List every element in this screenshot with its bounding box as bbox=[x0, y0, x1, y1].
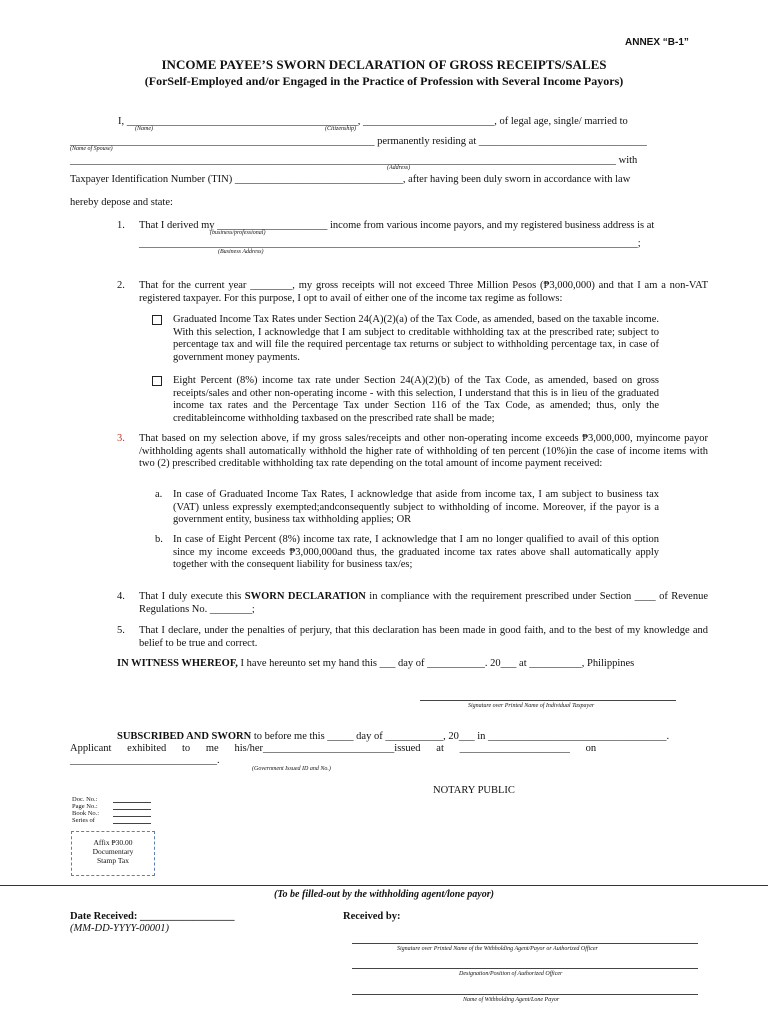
annex-label: ANNEX “B-1” bbox=[625, 37, 689, 48]
option-eight-percent-checkbox[interactable] bbox=[152, 376, 162, 386]
agent-name-line[interactable] bbox=[352, 994, 698, 995]
stamp-tax-text: Stamp Tax bbox=[96, 856, 130, 865]
form-subtitle: (ForSelf-Employed and/or Engaged in the Practice of Profession with Several Income Payors) bbox=[144, 74, 624, 88]
form-title: INCOME PAYEE’S SWORN DECLARATION OF GROSS RECEIPTS/SALES bbox=[161, 57, 607, 72]
caption-government-id: (Government Issued ID and No.) bbox=[252, 766, 331, 772]
doc-no-field bbox=[72, 796, 97, 803]
item-2-text: That for the current year ________, my gross receipts will not exceed Three Million Pesos (₱3,000,000) and that I am a non-VAT registered taxpayer. For this purpose, I opt to avail of either one of the income tax regime as follows: bbox=[139, 280, 708, 304]
option-graduated-text: Graduated Income Tax Rates under Section 24(A)(2)(a) of the Tax Code, as amended, based on the taxable income. With this selection, I acknowledge that I am subject to creditable withholding tax at the prescribed rate; subject to percentage tax and will file the required percentage tax returns or subject to withholding percentage tax, in case of government money payments. bbox=[173, 314, 659, 363]
caption-business-address: (Business Address) bbox=[218, 249, 264, 255]
subscribed-bold: SUBSCRIBED AND SWORN bbox=[117, 731, 252, 742]
witness-text: I have hereunto set my hand this ___ day of ___________. 20___ at __________, Philippines bbox=[237, 658, 635, 669]
item-4-text bbox=[139, 591, 708, 616]
agent-name-caption: Name of Withholding Agent/Lone Payor bbox=[463, 997, 560, 1003]
subscribed-text: to before me this _____ day of ___________, 20___ in __________________________________. bbox=[251, 731, 670, 742]
item-5-text: That I declare, under the penalties of perjury, that this declaration has been made in good faith, and to the best of my knowledge and belief to be true and correct. bbox=[139, 625, 708, 649]
item-4-number: 4. bbox=[117, 591, 125, 602]
designation-caption: Designation/Position of Authorized Officer bbox=[459, 971, 563, 977]
date-format-hint: (MM-DD-YYYY-00001) bbox=[70, 923, 169, 934]
item-2-number: 2. bbox=[117, 280, 125, 291]
intro-line-4: Taxpayer Identification Number (TIN) ________________________________, after having been duly sworn in accordance with law bbox=[70, 174, 631, 185]
subscribed-line bbox=[117, 731, 669, 742]
stamp-documentary-text: Documentary bbox=[92, 847, 134, 856]
doc-no-line bbox=[113, 802, 151, 803]
item-4-pre: That I duly execute this bbox=[139, 591, 245, 602]
series-line bbox=[113, 823, 151, 824]
item-4-post: in compliance with the requirement prescribed under Section ____ of Revenue Regulations No. ________; bbox=[139, 591, 708, 615]
applicant-line: Applicant exhibited to me his/her_________________________issued at _____________________ on bbox=[70, 743, 597, 754]
page-no-label: Page No.: bbox=[72, 803, 98, 810]
intro-line-1: I, ____________________________________________, _________________________, of legal age, single/ married to bbox=[118, 116, 628, 127]
documentary-stamp-box bbox=[71, 831, 155, 876]
series-label: Series of bbox=[72, 817, 95, 824]
item-3b-label: b. bbox=[155, 534, 163, 545]
item-5-number: 5. bbox=[117, 625, 125, 636]
item-3-number: 3. bbox=[117, 433, 125, 444]
page-no-line bbox=[113, 809, 151, 810]
option-graduated-checkbox[interactable] bbox=[152, 315, 162, 325]
witness-bold: IN WITNESS WHEREOF, bbox=[117, 658, 238, 669]
book-no-label: Book No.: bbox=[72, 810, 100, 817]
item-1-line: _______________________________________________________________________________________________; bbox=[139, 238, 641, 249]
taxpayer-signature-line[interactable] bbox=[420, 700, 676, 701]
item-3a-label: a. bbox=[155, 489, 163, 500]
section-divider bbox=[0, 885, 768, 886]
agent-section-header: (To be filled-out by the withholding agent/lone payor) bbox=[274, 889, 494, 900]
notary-public-label: NOTARY PUBLIC bbox=[433, 785, 515, 796]
page-no-field bbox=[72, 803, 98, 810]
stamp-affix-text: Affix ₱30.00 bbox=[93, 838, 133, 847]
series-field bbox=[72, 817, 95, 824]
item-1-number: 1. bbox=[117, 220, 125, 231]
item-3-text: That based on my selection above, if my gross sales/receipts and other non-operating income exceeds ₱3,000,000, myincome payor /withholding agents shall automatically withhold the higher rate of withholding of ten percent (10%)in the case of income items with two (2) prescribed creditable withholding tax rate depending on the total amount of income payment received: bbox=[139, 433, 708, 469]
intro-line-2: __________________________________________________________ permanently residing at ________________________________ bbox=[70, 136, 647, 147]
option-eight-percent-text: Eight Percent (8%) income tax rate under Section 24(A)(2)(b) of the Tax Code, as amended, based on gross receipts/sales and other non-operating income - with this selection, I understand that this is in lieu of the graduated income tax rates and the Percentage Tax under Section 116 of the Tax Code, as amended; thus, only the creditableincome withholding taxbased on the prescribed rate shall be made; bbox=[173, 375, 659, 424]
caption-spouse: (Name of Spouse) bbox=[70, 146, 113, 152]
date-received-field[interactable]: Date Received: __________________ bbox=[70, 911, 235, 922]
book-no-line bbox=[113, 816, 151, 817]
applicant-line-3: ____________________________. bbox=[70, 755, 220, 766]
received-by-label: Received by: bbox=[343, 911, 401, 922]
agent-signature-line[interactable] bbox=[352, 943, 698, 944]
doc-no-label: Doc. No.: bbox=[72, 796, 98, 803]
caption-name: (Name) bbox=[135, 126, 153, 132]
intro-line-3: ________________________________________________________________________________________________________ with bbox=[70, 155, 638, 166]
taxpayer-signature-caption: Signature over Printed Name of Individual Taxpayer bbox=[468, 703, 595, 709]
item-3a-text: In case of Graduated Income Tax Rates, I acknowledge that aside from income tax, I am subject to business tax (VAT) unless expressly exempted;andconsequently subject to withholding of income. Moreover, if the payor is a government entity, business tax withholding applies; OR bbox=[173, 489, 659, 525]
item-4-bold: SWORN DECLARATION bbox=[244, 591, 366, 602]
item-3b-text: In case of Eight Percent (8%) income tax rate, I acknowledge that I am no longer qualified to avail of this option since my income exceeds ₱3,000,000and thus, the graduated income tax rates above shall automatically apply together with the consequent liability for business tax/es; bbox=[173, 534, 659, 570]
caption-citizenship: (Citizenship) bbox=[325, 126, 356, 132]
witness-line bbox=[117, 658, 634, 669]
book-no-field bbox=[72, 810, 99, 817]
caption-business-professional: (business/professional) bbox=[210, 230, 266, 236]
designation-line[interactable] bbox=[352, 968, 698, 969]
caption-address: (Address) bbox=[387, 165, 411, 171]
item-1-text: That I derived my _____________________ income from various income payors, and my registered business address is at bbox=[139, 220, 655, 231]
agent-signature-caption: Signature over Printed Name of the Withholding Agent/Payor or Authorized Officer bbox=[397, 946, 598, 952]
intro-line-5: hereby depose and state: bbox=[70, 197, 173, 208]
